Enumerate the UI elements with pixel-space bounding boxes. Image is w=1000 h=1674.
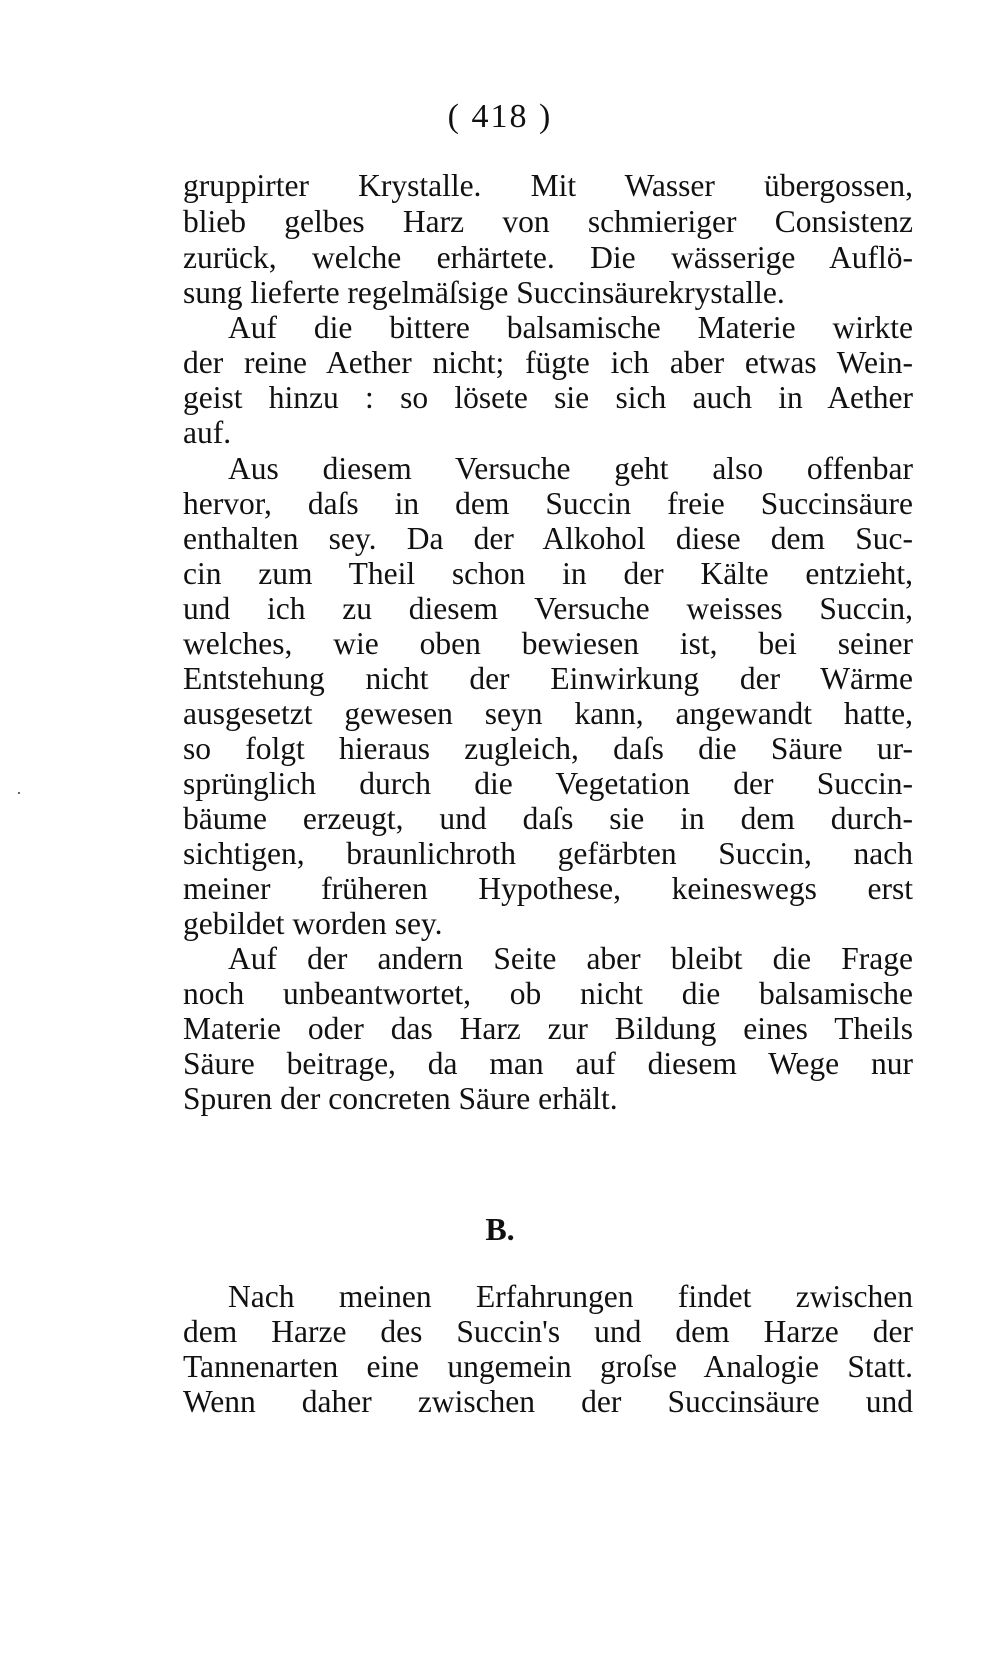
text-line: hervor, daſs in dem Succin freie Succinsäure (183, 486, 913, 521)
margin-mark (18, 792, 20, 794)
text-line: enthalten sey. Da der Alkohol diese dem Suc- (183, 521, 913, 556)
text-line: so folgt hieraus zugleich, daſs die Säure ur- (183, 731, 913, 766)
text-line: bäume erzeugt, und daſs sie in dem durch- (183, 801, 913, 836)
text-line: Wenn daher zwischen der Succinsäure und (183, 1384, 913, 1419)
text-line: der reine Aether nicht; fügte ich aber etwas Wein- (183, 345, 913, 380)
text-line: noch unbeantwortet, ob nicht die balsamische (183, 976, 913, 1011)
text-line: cin zum Theil schon in der Kälte entzieht, (183, 556, 913, 591)
text-line: Aus diesem Versuche geht also offenbar (228, 451, 913, 486)
text-line: meiner früheren Hypothese, keineswegs erst (183, 871, 913, 906)
text-line: auf. (183, 415, 232, 450)
page-number: ( 418 ) (447, 98, 553, 135)
text-line: sprünglich durch die Vegetation der Succin- (183, 766, 913, 801)
text-line: gebildet worden sey. (183, 906, 443, 941)
text-line: Säure beitrage, da man auf diesem Wege nur (183, 1046, 913, 1081)
text-line: welches, wie oben bewiesen ist, bei seiner (183, 626, 913, 661)
text-line: dem Harze des Succin's und dem Harze der (183, 1314, 913, 1349)
text-line: Auf die bittere balsamische Materie wirkte (228, 310, 913, 345)
text-line: ausgesetzt gewesen seyn kann, angewandt hatte, (183, 696, 913, 731)
text-line: blieb gelbes Harz von schmieriger Consistenz (183, 204, 913, 239)
text-line: Entstehung nicht der Einwirkung der Wärme (183, 661, 913, 696)
text-line: Tannenarten eine ungemein groſse Analogie Statt. (183, 1349, 913, 1384)
text-line: Nach meinen Erfahrungen findet zwischen (228, 1279, 913, 1314)
text-line: sung lieferte regelmäſsige Succinsäurekrystalle. (183, 275, 785, 310)
text-line: Auf der andern Seite aber bleibt die Frage (228, 941, 913, 976)
text-line: Spuren der concreten Säure erhält. (183, 1081, 618, 1116)
text-line: zurück, welche erhärtete. Die wässerige Auflö- (183, 240, 913, 275)
text-line: gruppirter Krystalle. Mit Wasser übergossen, (183, 168, 913, 203)
text-line: Materie oder das Harz zur Bildung eines Theils (183, 1011, 913, 1046)
section-label: B. (485, 1211, 515, 1247)
text-line: sichtigen, braunlichroth gefärbten Succin, nach (183, 836, 913, 871)
text-line: und ich zu diesem Versuche weisses Succin, (183, 591, 913, 626)
text-line: geist hinzu : so lösete sie sich auch in Aether (183, 380, 913, 415)
